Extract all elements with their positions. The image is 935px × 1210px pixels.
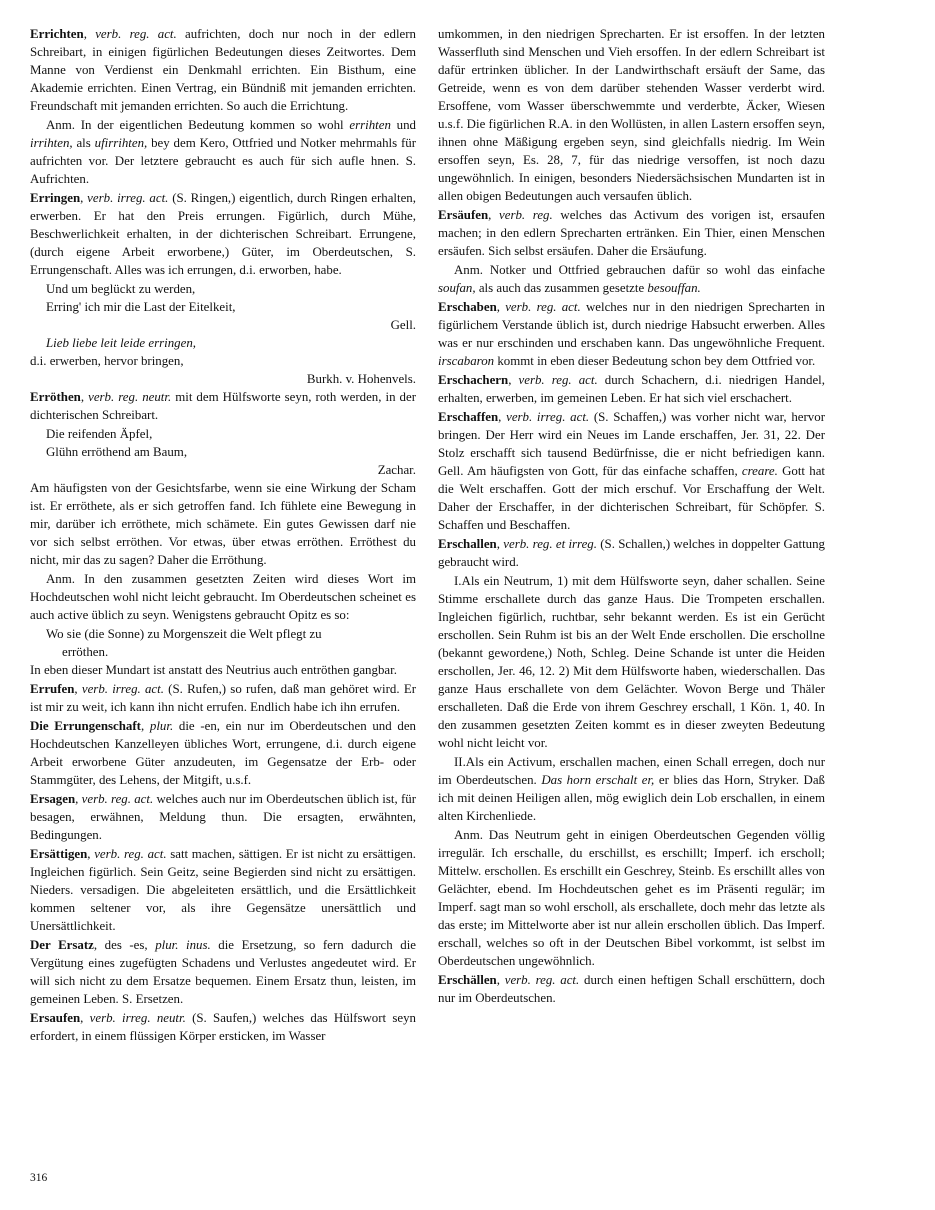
annotation-text: und [390,118,416,132]
entry-erschaffen: Erschaffen, verb. irreg. act. (S. Schaffen,) was vorher nicht war, hervor bringen. Der Herr wird ein Neues im Lande erschaffen, Jer. 31, 22. Der Stolz erschafft sich tausend Bedürfnisse, die er nicht befriedigen kann. Gell. Am häufigsten von Gott, für das einfache schaffen, creare. Gott hat die Welt erschaffen. Gott der mich erschuf. Vor Erschaffung der Welt. Daher der Erschaffer, in der dichterischen Schreibart, für Schöpfer. S. Schaffen und Beschaffen. [438,410,825,532]
headword: Erringen [30,191,81,205]
entry-text: durch einen heftigen Schall erschüttern, doch nur im Oberdeutschen. [438,973,825,1005]
entry-italic: Das horn erschalt er, [541,773,655,787]
headword: Errufen [30,682,75,696]
verse-line: Glühn erröthend am Baum, [46,445,188,459]
grammar-label: verb. reg. act. [94,847,167,861]
left-column [30,25,416,1046]
entry-text: des -es, [97,938,156,952]
right-column [438,25,825,1008]
grammar-label: verb. reg. act. [81,792,154,806]
grammar-label: verb. reg. [499,208,553,222]
headword: Erschachern [438,373,509,387]
page-number: 316 [30,1172,48,1184]
grammar-label: verb. reg. et irreg. [503,537,597,551]
entry-erschaben: Erschaben, verb. reg. act. welches nur in den niedrigen Sprecharten in figürlichem Verstande üblich ist, durch niedrige Habsucht erwerben. Alles was er nur erschinden und erschaben kann. Das ungewöhnliche Frequent. irscabaron kommt in eben dieser Bedeutung schon bey dem Ottfried vor. [438,300,825,368]
annotation-text: als auch das zusammen gesetzte [475,281,648,295]
annotation-italic: ufirrihten, [94,136,148,150]
citation-author: Zachar. [377,463,416,477]
entry-ersaeufen: Ersäufen, verb. reg. welches das Activum des vorigen ist, ersaufen machen; in den edlern Sprecharten ertränken. Ein Thier, einen Menschen ersäufen. Sich selbst ersäufen. Daher die Ersäufung. [438,208,826,258]
entry-text: Am häufigsten von der Gesichtsfarbe, wenn sie eine Wirkung der Scham ist. Er erröthete, als er sich getroffen fand. Ich fühlete eine Bewegung in mir, darüber ich erröthete, mich schämete. Ein gutes Gewissen darf nie vor sich selbst erröthen. Vor etwas, über etwas erröthen. Erröthest du nicht, mir das zu sagen? Daher die Erröthung. [30,481,416,567]
entry-text: mit dem Hülfsworte seyn, roth werden, in der dichterischen Schreibart. [30,390,416,422]
entry-text: welches nur in den niedrigen Sprecharten in figürlichem Verstande üblich ist, durch niedrige Habsucht erwerben. Alles was er nur erschinden und erschaben kann. Das ungewöhnliche Frequent. [438,300,825,350]
grammar-label: verb. reg. act. [95,27,177,41]
verse-line: Und um beglückt zu werden, [46,282,196,296]
annotation-italic: irrihten, [30,136,73,150]
entry-text: die Ersetzung, so fern dadurch die Vergütung eines zugefügten Schadens und Verlustes angedeutet wird. Er will sich nicht zu dem Ersatze bequemen. Einem Ersatz thun, leisten, im gemeinen Leben. S. Ersetzen. [30,938,416,1006]
annotation [30,116,416,188]
verse-line: Erring' ich mir die Last der Eitelkeit, [46,300,236,314]
entry-ersatz: Der Ersatz, des -es, plur. inus. die Ersetzung, so fern dadurch die Vergütung eines zugefügten Schadens und Verlustes angedeutet wird. Er will sich nicht zu dem Ersatze bequemen. Einem Ersatz thun, leisten, im gemeinen Leben. S. Ersetzen. [30,938,416,1006]
citation-author: Burkh. v. Hohenvels. [306,372,416,386]
entry-errungenschaft: Die Errungenschaft, plur. die -en, ein nur im Oberdeutschen und den Hochdeutschen Kanzelleyen übliches Wort, errungene, d.i. durch eigene Arbeit erworbene Güter anzudeuten, im Gegensatze der Erb- oder Stammgüter, des Lehens, der Mitgift, u.s.f. [30,719,416,787]
entry-italic: creare. [741,464,778,478]
headword: Erschallen [438,537,497,551]
entry-text: (S. Rufen,) so rufen, daß man gehöret wird. Er ist mir zu weit, ich kann ihn nicht errufen. Endlich habe ich ihn errufen. [30,682,416,714]
entry-text: II.Als ein Activum, erschallen machen, einen Schall erregen, doch nur im Oberdeutschen. [438,755,825,787]
entry-text: aufrichten, doch nur noch in der edlern Schreibart, in einigen figürlichen Bedeutungen dieses Zeitwortes. Dem Manne von Verdienst ein Denkmahl errichten. Ein Bisthum, eine Akademie errichten. Einen Vertrag, ein Bündniß mit jemanden errichten. Freundschaft mit jemanden errichten. So auch die Errichtung. [30,27,416,113]
grammar-label: verb. irreg. neutr. [89,1011,186,1025]
grammar-label: plur. [149,719,174,733]
annotation: Anm. In den zusammen gesetzten Zeiten wird dieses Wort im Hochdeutschen wohl nicht leicht gebraucht. Im Oberdeutschen scheinet es auch active üblich zu seyn. Wenigstens gebraucht Opitz es so: [30,572,416,622]
entry-errufen: Errufen, verb. irreg. act. (S. Rufen,) so rufen, daß man gehöret wird. Er ist mir zu weit, ich kann ihn nicht errufen. Endlich habe ich ihn errufen. [30,682,416,714]
entry-ersaufen: Ersaufen, verb. irreg. neutr. (S. Saufen,) welches das Hülfswort seyn erfordert, in einem flüssigen Körper ersticken, im Wasser [30,1011,417,1043]
entry-text: durch Schachern, d.i. niedrigen Handel, erhalten, erwerben, im gemeinen Leben. Er hat sich viel erschachert. [438,373,825,405]
annotation-text: als [72,136,95,150]
grammar-label: plur. inus. [155,938,211,952]
headword: Errichten [30,27,84,41]
headword: Ersäufen [438,208,489,222]
verse-line: Die reifenden Äpfel, [46,427,153,441]
headword: Erschällen [438,973,497,987]
sense-paragraph [438,753,825,825]
entry-text: (S. Schaffen,) was vorher nicht war, hervor bringen. Der Herr wird ein Neues im Lande erschaffen, Jer. 31, 22. Der Stolz erschafft sich tausend Bedürfnisse, die er nicht befriedigen kann. Gell. Am häufigsten von Gott, für das einfache schaffen, [438,410,825,478]
headword: Erschaben [438,300,497,314]
annotation-italic: besouffan. [647,281,701,295]
verse-line: erröthen. [62,645,109,659]
headword: Ersaufen [30,1011,81,1025]
grammar-label: verb. reg. act. [504,973,580,987]
entry-text: welches auch nur im Oberdeutschen üblich ist, für besagen, erwähnen, Meldung thun. Die ersagten, erwähnten, Bedingungen. [30,792,416,842]
entry-text: (S. Schallen,) welches in doppelter Gattung gebraucht wird. [438,537,825,569]
grammar-label: verb. irreg. act. [81,682,164,696]
entry-text: satt machen, sättigen. Er ist nicht zu ersättigen. Ingleichen figürlich. Sein Geitz, seine Begierden sind nicht zu ersättigen. Nieders. versadigen. Die abgeleiteten ersättlich, und die Ersättlichkeit kommen seltener vor, als ihre Gegensätze unersättlich und Unersättlichkeit. [30,847,416,933]
annotation-text: bey dem Kero, Ottfried und Notker mehrmahls für aufrichten vor. Der letztere gebraucht es auch für sich aufle hnen. S. Aufrichten. [30,136,417,186]
entry-ersagen: Ersagen, verb. reg. act. welches auch nur im Oberdeutschen üblich ist, für besagen, erwähnen, Meldung thun. Die ersagten, erwähnten, Bedingungen. [30,792,416,842]
entry-continuation: umkommen, in den niedrigen Sprecharten. Er ist ersoffen. In der letzten Wasserfluth sind Menschen und Vieh ersoffen. In der edlern Schreibart ist dafür ertrinken üblicher. In der Landwirthschaft ersäuft der Same, das Getreide, wenn es von dem darüber stehenden Wasser verderbt wird. Ersoffene, vom Wasser überschwemmte und verderbte, Äcker, Wiesen u.s.f. Die figürlichen R.A. in den Wollüsten, in allen Lastern ersoffen seyn, ihnen ohne Mäßigung ergeben seyn, sind gleichfalls niedrig. Im Wein ersoffen seyn, Es. 28, 7, für das niedrige versoffen, ist noch dazu ungewöhnlich. In einigen, besonders Niedersächsischen Mundarten ist in allen obigen Bedeutungen auch versaufen üblich. [438,27,825,203]
grammar-label: verb. reg. act. [505,300,581,314]
headword: Ersagen [30,792,76,806]
entry-text: kommt in eben dieser Bedeutung schon bey dem Ottfried vor. [494,354,816,368]
grammar-label: verb. reg. neutr. [88,390,172,404]
sense-paragraph: I.Als ein Neutrum, 1) mit dem Hülfsworte seyn, daher schallen. Seine Stimme erschallete durch das ganze Haus. Die Trompeten erschallen. Ingleichen figürlich, ruchtbar, sehr bekannt werden. Es ist ein Gerücht erschollen. Sein Ruhm ist bis an der Welt Ende erschollen. Die erschollne (bekannt gewordene,) Noth, Schleg. Deine Schande ist unter die Heiden erschollen, Jer. 46, 12. 2) Mit dem Hülfsworte haben, wiederschallen. Das ganze Haus erschallete von dem Gelächter. Wovon Berge und Thäler erschalleten. Daß die Erde von ihrem Geschrey erschall, 1 Kön. 1, 40. In den zusammen gesetzten Zeiten kommt es in dieser zweyten Bedeutung wohl nicht leicht vor. [438,574,825,750]
entry-text: Gott hat die Welt erschaffen. Gott der mich erschuf. Vor Erschaffung der Welt. Daher der Erschaffer, in der dichterischen Schreibart, für Schöpfer. S. Schaffen und Beschaffen. [438,464,825,532]
entry-text: In eben dieser Mundart ist anstatt des Neutrius auch entröthen gangbar. [30,663,397,677]
citation-author: Gell. [390,318,416,332]
entry-erroethen: Erröthen, verb. reg. neutr. mit dem Hülfsworte seyn, roth werden, in der dichterischen Schreibart. [30,390,416,422]
entry-text: die -en, ein nur im Oberdeutschen und den Hochdeutschen Kanzelleyen übliches Wort, errungene, d.i. durch eigene Arbeit erworbene Güter anzudeuten, im Gegensatze der Erb- oder Stammgüter, des Lehens, der Mitgift, u.s.f. [30,719,416,787]
annotation-italic: errihten [349,118,391,132]
entry-text: er blies das Horn, Stryker. Daß ich mit deinen Heiligen allen, mög ewiglich dein Lob erschallen, in einem alten Kirchenliede. [438,773,826,823]
entry-erschachern: Erschachern, verb. reg. act. durch Schachern, d.i. niedrigen Handel, erhalten, erwerben, im gemeinen Leben. Er hat sich viel erschachert. [438,373,825,405]
annotation-text: Anm. In der eigentlichen Bedeutung kommen so wohl [46,118,350,132]
entry-text: (S. Ringen,) eigentlich, durch Ringen erhalten, erwerben. Er hat den Preis errungen. Figürlich, durch Mühe, Beschwerlichkeit erhalten, in der dichterischen Schreibart. Errungene, (durch eigene Arbeit erworbene,) Güter, im Oberdeutschen, S. Errungenschaft. Alles was ich errungen, d.i. erworben, habe. [30,191,416,277]
headword: Die Errungenschaft [30,719,141,733]
annotation-text: Anm. Notker und Ottfried gebrauchen dafür so wohl das einfache [454,263,825,277]
headword: Erröthen [30,390,81,404]
verse-line: Wo sie (die Sonne) zu Morgenszeit die Welt pflegt zu [46,627,322,641]
entry-text: welches das Activum des vorigen ist, ersaufen machen; in den edlern Sprecharten ertränken. Ein Thier, einen Menschen ersäufen. Sich selbst ersäufen. Daher die Ersäufung. [438,208,826,258]
headword: Ersättigen [30,847,88,861]
headword: Erschaffen [438,410,499,424]
grammar-label: verb. reg. act. [518,373,598,387]
entry-erringen: Erringen, verb. irreg. act. (S. Ringen,) eigentlich, durch Ringen erhalten, erwerben. Er hat den Preis errungen. Figürlich, durch Mühe, Beschwerlichkeit erhalten, in der dichterischen Schreibart. Errungene, (durch eigene Arbeit erworbene,) Güter, im Oberdeutschen, S. Errungenschaft. Alles was ich errungen, d.i. erworben, habe. [30,191,416,277]
annotation: Anm. Das Neutrum geht in einigen Oberdeutschen Gegenden völlig irregulär. Ich erschalle, du erschillst, es erschillt; Imperf. ich erscholl; Mittelw. erschollen. Es erschillt ein Geschrey, Steinb. Es erschillt alles von Gelächter, ebend. Im Hochdeutschen gehet es im Präsenti regulär; im Imperf. sagt man so wohl erscholl, als erschallete, doch mehr das letzte als das erste; im Mittelworte aber ist nur allein erschollen üblich. Das Imperf. erschall, welches so oft in der Deutschen Bibel vorkommt, ist selbst im Oberdeutschen ungewöhnlich. [438,828,825,968]
annotation [438,261,825,297]
entry-italic: irscabaron [438,354,495,368]
annotation-italic: soufan, [438,281,476,295]
entry-ersaettigen: Ersättigen, verb. reg. act. satt machen, sättigen. Er ist nicht zu ersättigen. Ingleichen figürlich. Sein Geitz, seine Begierden sind nicht zu ersättigen. Nieders. versadigen. Die abgeleiteten ersättlich, und die Ersättlichkeit kommen seltener vor, als ihre Gegensätze unersättlich und Unersättlichkeit. [30,847,416,933]
headword: Der Ersatz [30,938,94,952]
verse-line: Lieb liebe leit leide erringen, [46,336,196,350]
entry-erschaellen: Erschällen, verb. reg. act. durch einen heftigen Schall erschüttern, doch nur im Oberdeutschen. [438,973,825,1005]
entry-erschallen: Erschallen, verb. reg. et irreg. (S. Schallen,) welches in doppelter Gattung gebraucht wird. [438,537,825,569]
grammar-label: verb. irreg. act. [87,191,169,205]
verse-gloss: d.i. erwerben, hervor bringen, [30,354,184,368]
entry-text: (S. Saufen,) welches das Hülfswort seyn erfordert, in einem flüssigen Körper ersticken, im Wasser [30,1011,417,1043]
grammar-label: verb. irreg. act. [506,410,590,424]
entry-errichten: Errichten, verb. reg. act. aufrichten, doch nur noch in der edlern Schreibart, in einigen figürlichen Bedeutungen dieses Zeitwortes. Dem Manne von Verdienst ein Denkmahl errichten. Ein Bisthum, eine Akademie errichten. Einen Vertrag, ein Bündniß mit jemanden errichten. Freundschaft mit jemanden errichten. So auch die Errichtung. [30,27,416,113]
